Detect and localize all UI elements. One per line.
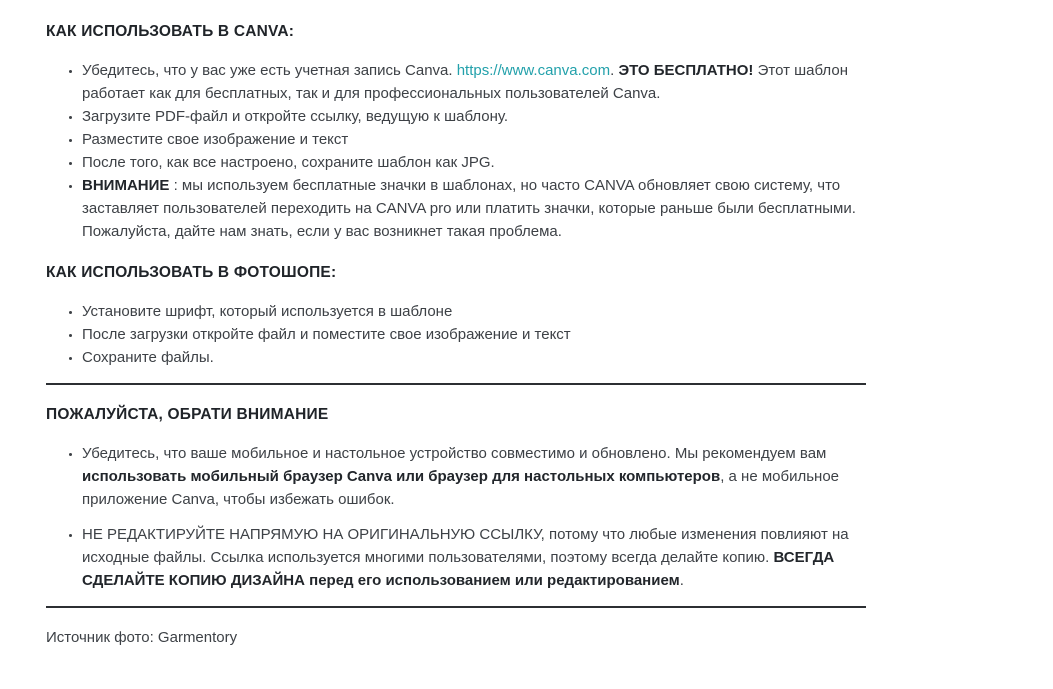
photo-source: Источник фото: Garmentory — [46, 629, 238, 646]
list-item — [82, 151, 866, 174]
list-item — [82, 346, 866, 369]
text-run: Сохраните файлы. — [82, 349, 214, 366]
important-notes-list — [46, 442, 866, 592]
text-run: Разместите свое изображение и текст — [82, 131, 349, 148]
list-item — [82, 59, 866, 105]
bold-text-run: ВСЕГДА СДЕЛАЙТЕ КОПИЮ ДИЗАЙНА перед его использованием или редактированием — [82, 549, 835, 589]
please-note-heading: ПОЖАЛУЙСТА, ОБРАТИ ВНИМАНИЕ — [46, 406, 329, 423]
bold-text-run: ВНИМАНИЕ — [82, 177, 170, 194]
photoshop-steps-list — [46, 300, 866, 369]
list-item — [82, 174, 866, 243]
canva-steps-list — [46, 59, 866, 243]
how-to-photoshop-heading: КАК ИСПОЛЬЗОВАТЬ В ФОТОШОПЕ: — [46, 264, 337, 281]
text-run: Убедитесь, что у вас уже есть учетная запись Canva. — [82, 62, 457, 79]
text-run: НЕ РЕДАКТИРУЙТЕ НАПРЯМУЮ НА ОРИГИНАЛЬНУЮ ССЫЛКУ, потому что любые изменения повлияют на исходные файлы. Ссылка используется многими пользователями, поэтому всегда делайте копию. — [82, 526, 849, 566]
text-run: Этот шаблон работает как для бесплатных, так и для профессиональных пользователей Canva. — [82, 62, 848, 102]
text-run: . — [610, 62, 619, 79]
text-run: После загрузки откройте файл и поместите свое изображение и текст — [82, 326, 571, 343]
list-item — [82, 323, 866, 346]
list-item — [82, 523, 866, 592]
text-run: . — [679, 572, 684, 589]
text-run: : мы используем бесплатные значки в шаблонах, но часто CANVA обновляет свою систему, что заставляет пользователей переходить на CANVA pro или платить значки, которые раньше были бесплатными. Пожалуйста, дайте нам знать, если у вас возникнет такая проблема. — [82, 177, 856, 240]
text-run: Загрузите PDF-файл и откройте ссылку, ведущую к шаблону. — [82, 108, 509, 125]
divider-top — [46, 383, 866, 385]
text-run: Убедитесь, что ваше мобильное и настольное устройство совместимо и обновлено. Мы рекомендуем вам — [82, 445, 827, 462]
list-item — [82, 442, 866, 511]
list-item — [82, 300, 866, 323]
bold-text-run: использовать мобильный браузер Canva или браузер для настольных компьютеров — [82, 468, 721, 485]
divider-bottom — [46, 606, 866, 608]
text-run: После того, как все настроено, сохраните шаблон как JPG. — [82, 154, 495, 171]
bold-text-run: ЭТО БЕСПЛАТНО! — [618, 62, 754, 79]
text-run: , а не мобильное приложение Canva, чтобы избежать ошибок. — [82, 468, 840, 508]
how-to-canva-heading: КАК ИСПОЛЬЗОВАТЬ В CANVA: — [46, 23, 295, 40]
list-item — [82, 105, 866, 128]
list-item — [82, 128, 866, 151]
text-run: Установите шрифт, который используется в шаблоне — [82, 303, 453, 320]
canva-link[interactable]: https://www.canva.com — [456, 62, 611, 79]
